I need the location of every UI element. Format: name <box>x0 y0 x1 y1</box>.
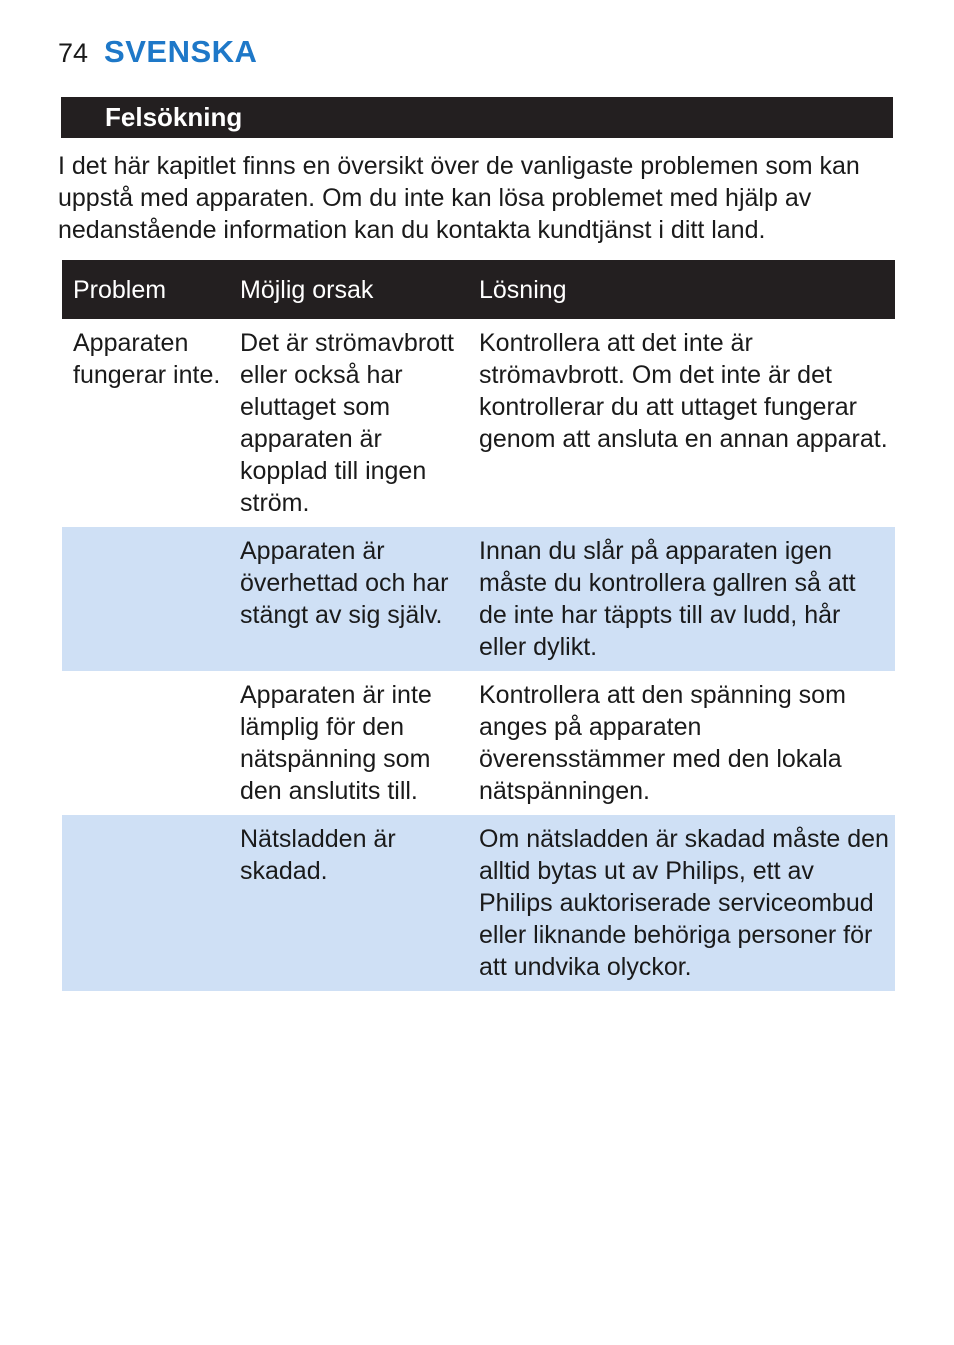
language-title: SVENSKA <box>104 34 258 69</box>
intro-paragraph: I det här kapitlet finns en översikt över de vanligaste problemen som kan uppstå med apparaten. Om du inte kan lösa problemet med hjälp av nedanstående information kan du kontakta kundtjänst i ditt land. <box>58 152 860 244</box>
cell-solution: Kontrollera att det inte är strömavbrott. Om det inte är det kontrollerar du att uttaget fungerar genom att ansluta en annan apparat. <box>479 329 888 453</box>
cell-solution: Kontrollera att den spänning som anges på apparaten överensstämmer med den lokala nätspänningen. <box>479 681 846 805</box>
column-header-cause: Möjlig orsak <box>229 260 468 319</box>
page-header <box>58 34 257 70</box>
table-header-row <box>62 260 895 319</box>
cell-cause: Apparaten är överhettad och har stängt av sig själv. <box>229 527 468 671</box>
table-row <box>62 815 895 991</box>
cell-cause: Nätsladden är skadad. <box>229 815 468 991</box>
section-title: Felsökning <box>105 102 243 132</box>
cell-problem <box>62 815 229 991</box>
column-header-solution: Lösning <box>468 260 895 319</box>
table-row <box>62 527 895 671</box>
cell-solution: Om nätsladden är skadad måste den alltid bytas ut av Philips, ett av Philips auktoriserade serviceombud eller liknande behöriga personer för att undvika olyckor. <box>468 815 895 991</box>
cell-cause: Det är strömavbrott eller också har eluttaget som apparaten är kopplad till ingen ström. <box>240 329 454 517</box>
table-row <box>62 319 895 527</box>
section-header-bar <box>61 97 893 138</box>
cell-solution: Innan du slår på apparaten igen måste du kontrollera gallren så att de inte har täppts till av ludd, hår eller dylikt. <box>468 527 895 671</box>
cell-cause: Apparaten är inte lämplig för den nätspänning som den anslutits till. <box>240 681 432 805</box>
cell-problem: Apparaten fungerar inte. <box>73 329 221 389</box>
page-number: 74 <box>58 38 89 68</box>
troubleshooting-table <box>62 260 895 991</box>
cell-problem <box>62 671 229 815</box>
column-header-problem: Problem <box>62 260 229 319</box>
cell-problem <box>62 527 229 671</box>
table-row <box>62 671 895 815</box>
